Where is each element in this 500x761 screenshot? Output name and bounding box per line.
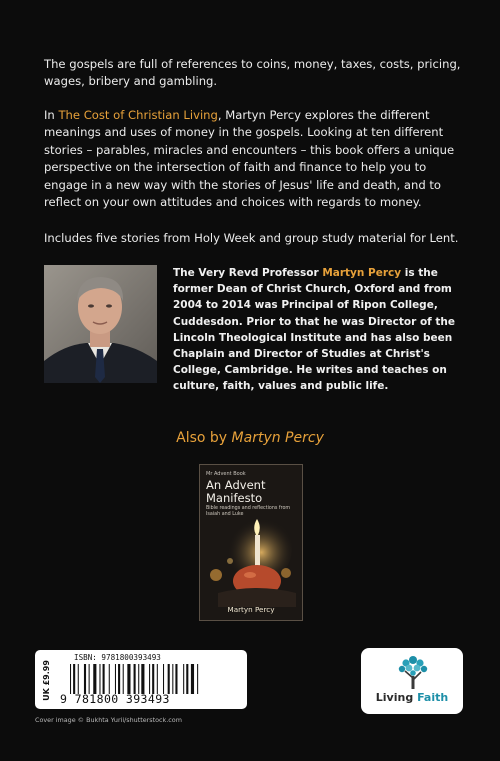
related-book-cover bbox=[199, 464, 303, 621]
author-bio bbox=[173, 265, 465, 395]
also-by-author: Martyn Percy bbox=[231, 430, 324, 446]
blurb-body: , Martyn Percy explores the different meanings and uses of money in the gospels. Looking at ten different stories – parables, miracles and encounters – this book offers a unique perspective on the intersection of faith and finance to help you to engage in a new way with the stories of Jesus' life and death, and to reflect on your own attitudes and choices with regards to money. bbox=[44, 108, 455, 210]
blurb-main bbox=[44, 107, 462, 211]
publisher-word-2: Faith bbox=[417, 691, 449, 704]
bio-author-name: Martyn Percy bbox=[322, 267, 402, 279]
blurb-includes: Includes five stories from Holy Week and group study material for Lent. bbox=[44, 231, 459, 245]
bio-body: is the former Dean of Christ Church, Oxford and from 2004 to 2014 was Principal of Ripon College, Cuddesdon. Prior to that he was Director of the Lincoln Theological Institute and has also been Chaplain and Director of Studies at Christ's College, Cambridge. He writes and teaches on culture, faith, values and public life. bbox=[173, 267, 455, 393]
isbn-label: ISBN: 9781800393493 bbox=[74, 653, 161, 662]
price-text: UK £9.99 bbox=[41, 659, 51, 701]
cover-credit: Cover image © Bukhta Yurii/shutterstock.com bbox=[35, 716, 182, 724]
related-book-author: Martyn Percy bbox=[227, 605, 275, 614]
related-book-series: Mr Advent Book bbox=[206, 471, 246, 477]
blurb-prefix: In bbox=[44, 108, 59, 122]
book-title: The Cost of Christian Living bbox=[58, 108, 218, 122]
related-book-subtitle: Bible readings and reflections from Isaiah and Luke bbox=[206, 506, 291, 517]
author-photo bbox=[44, 265, 157, 383]
tree-icon bbox=[396, 654, 430, 690]
bio-prefix: The Very Revd Professor bbox=[173, 267, 323, 279]
publisher-name bbox=[361, 691, 463, 704]
also-by-prefix: Also by bbox=[176, 430, 232, 446]
barcode-digits: 9 781800 393493 bbox=[60, 692, 170, 706]
related-book-title: An Advent Manifesto bbox=[206, 478, 266, 505]
also-by-heading bbox=[0, 430, 500, 446]
publisher-word-1: Living bbox=[375, 691, 414, 704]
blurb-intro: The gospels are full of references to coins, money, taxes, costs, pricing, wages, bribery and gambling. bbox=[44, 57, 461, 89]
author-portrait-icon bbox=[44, 265, 157, 383]
barcode-icon bbox=[70, 664, 238, 694]
price-label bbox=[36, 659, 56, 701]
publisher-logo bbox=[361, 648, 463, 714]
